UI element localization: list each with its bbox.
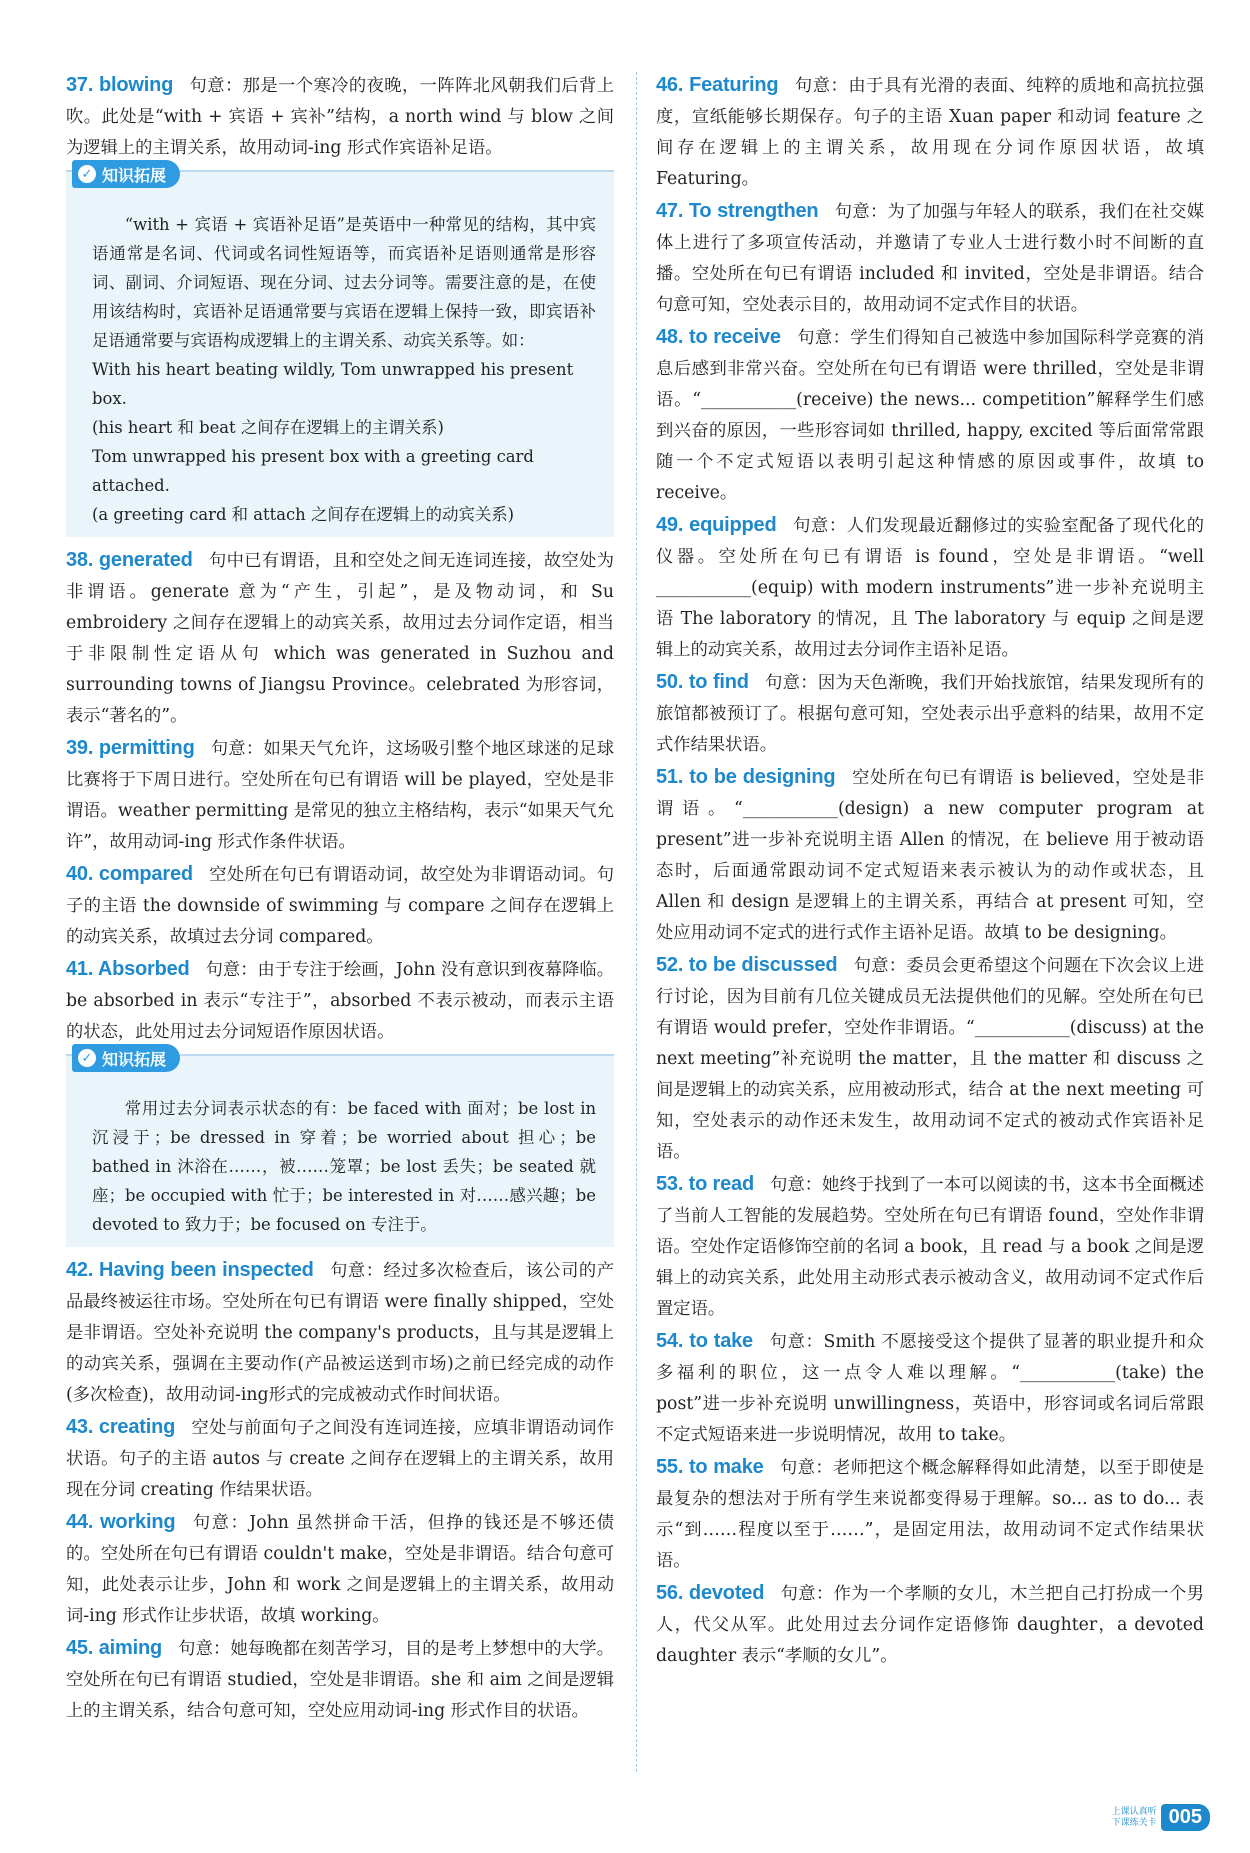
answer-56 [656,1578,1204,1672]
right-column [656,70,1204,1673]
explanation: 句意：委员会更希望这个问题在下次会议上进行讨论，因为目前有几位关键成员无法提供他们的见解。空处所在句已有谓语 would prefer，空处作非谓语。“___________(discuss) at the next meeting”补充说明 the matter，且 the matter 和 discuss 之间是逻辑上的动宾关系，应用被动形式，结合 at the next meeting 可知，空处表示的动作还未发生，故用动词不定式的被动式作宾语补足语。 [656,956,1204,1162]
explanation: 句意：学生们得知自己被选中参加国际科学竞赛的消息后感到非常兴奋。空处所在句已有谓语 were thrilled，空处是非谓语。“___________(receive) the news... competition”解释学生们感到兴奋的原因，一些形容词如 thrilled, happy, excited 等后面常常跟随一个不定式短语以表明引起这种情感的原因或事件，故填 to receive。 [656,328,1204,503]
knowledge-paragraph: 常用过去分词表示状态的有：be faced with 面对；be lost in 沉浸于；be dressed in 穿着；be worried about 担心；be bathed in 沐浴在……，被……笼罩；be lost 丢失；be seated 就座；be occupied with 忙于；be interested in 对……感兴趣；be devoted to 致力于；be focused on 专注于。 [92,1099,596,1234]
explanation: 句意：她终于找到了一本可以阅读的书，这本书全面概述了当前人工智能的发展趋势。空处所在句已有谓语 found，空处作非谓语。空处作定语修饰空前的名词 a book，且 read 与 a book 之间是逻辑上的动宾关系，此处用主动形式表示被动含义，故用动词不定式作后置定语。 [656,1175,1204,1319]
knowledge-tag [72,1044,180,1072]
explanation: 句意：由于专注于绘画，John 没有意识到夜幕降临。be absorbed in 表示“专注于”，absorbed 不表示被动，而表示主语的状态，此处用过去分词短语作原因状语。 [66,960,614,1042]
answer-label: 51. to be designing [656,766,836,788]
explanation: 句意：由于具有光滑的表面、纯粹的质地和高抗拉强度，宣纸能够长期保存。句子的主语 Xuan paper 和动词 feature 之间存在逻辑上的主谓关系，故用现在分词作原因状语，故填 Featuring。 [656,76,1204,189]
answer-label: 43. creating [66,1416,176,1438]
explanation: 句意：老师把这个概念解释得如此清楚，以至于即使是最复杂的想法对于所有学生来说都变得易于理解。so... as to do... 表示“到……程度以至于……”，是固定用法，故用动词不定式作结果状语。 [656,1458,1204,1571]
answer-37 [66,70,614,164]
check-icon: ✓ [78,165,96,183]
answer-label: 48. to receive [656,326,781,348]
answer-53 [656,1169,1204,1325]
explanation: 句意：那是一个寒冷的夜晚，一阵阵北风朝我们后背上吹。此处是“with + 宾语 + 宾补”结构，a north wind 与 blow 之间为逻辑上的主谓关系，故用动词-ing 形式作宾语补足语。 [66,76,614,158]
explanation: 句意：Smith 不愿接受这个提供了显著的职业提升和众多福利的职位，这一点令人难以理解。“___________(take) the post”进一步补充说明 unwillingness，英语中，形容词或名词后常跟不定式短语来进一步说明情况，故用 to take。 [656,1332,1204,1445]
answer-label: 55. to make [656,1456,764,1478]
explanation: 句意：作为一个孝顺的女儿，木兰把自己打扮成一个男人，代父从军。此处用过去分词作定语修饰 daughter，a devoted daughter 表示“孝顺的女儿”。 [656,1584,1204,1666]
answer-55 [656,1452,1204,1577]
answer-label: 42. Having been inspected [66,1259,314,1281]
page-number: 005 [1161,1804,1210,1831]
answer-43 [66,1412,614,1506]
answer-41 [66,954,614,1048]
explanation: 句意：John 虽然拼命干活，但挣的钱还是不够还债的。空处所在句已有谓语 couldn't make，空处是非谓语。结合句意可知，此处表示让步，John 和 work 之间是逻辑上的主谓关系，故用动词-ing 形式作让步状语，故填 working。 [66,1513,614,1626]
answer-42 [66,1255,614,1411]
example-note: (a greeting card 和 attach 之间存在逻辑上的动宾关系) [92,505,515,524]
answer-46 [656,70,1204,195]
explanation: 句中已有谓语，且和空处之间无连词连接，故空处为非谓语。generate 意为“产生，引起”，是及物动词，和 Su embroidery 之间存在逻辑上的动宾关系，故用过去分词作定语，相当于非限制性定语从句 which was generated in Suzhou and surrounding towns of Jiangsu Province。celebrated 为形容词，表示“著名的”。 [66,551,614,726]
answer-label: 50. to find [656,671,749,693]
answer-label: 49. equipped [656,514,777,536]
explanation: 空处所在句已有谓语动词，故空处为非谓语动词。句子的主语 the downside of swimming 与 compare 之间存在逻辑上的动宾关系，故填过去分词 compared。 [66,865,614,947]
example-sentence: With his heart beating wildly, Tom unwrapped his present box. [92,360,574,408]
explanation: 空处所在句已有谓语 is believed，空处是非谓语。“___________(design) a new computer program at present”进一步补充说明主语 Allen 的情况，在 believe 用于被动语态时，后面通常跟动词不定式短语来表示被认为的动作或状态，且 Allen 和 design 是逻辑上的主谓关系，再结合 at present 可知，空处应用动词不定式的进行式作主语补足语。故填 to be designing。 [656,768,1204,943]
answer-47 [656,196,1204,321]
answer-label: 52. to be discussed [656,954,838,976]
answer-49 [656,510,1204,666]
answer-label: 46. Featuring [656,74,779,96]
footer-slogan [1112,1807,1157,1829]
column-divider [636,72,637,1772]
answer-label: 53. to read [656,1173,754,1195]
knowledge-tag [72,160,180,188]
answer-label: 40. compared [66,863,193,885]
knowledge-tag-label: 知识拓展 [102,165,167,185]
explanation: 句意：因为天色渐晚，我们开始找旅馆，结果发现所有的旅馆都被预订了。根据句意可知，空处表示出乎意料的结果，故用不定式作结果状语。 [656,673,1204,755]
example-note: (his heart 和 beat 之间存在逻辑上的主谓关系) [92,418,444,437]
answer-label: 56. devoted [656,1582,765,1604]
answer-label: 44. working [66,1511,176,1533]
knowledge-paragraph: “with + 宾语 + 宾语补足语”是英语中一种常见的结构，其中宾语通常是名词、代词或名词性短语等，而宾语补足语则通常是形容词、副词、介词短语、现在分词、过去分词等。需要注意的是，在使用该结构时，宾语补足语通常要与宾语在逻辑上保持一致，即宾语补足语通常要与宾语构成逻辑上的主谓关系、动宾关系等。如： [92,215,596,350]
knowledge-box [66,165,614,537]
knowledge-box [66,1049,614,1247]
slogan-line: 上课认真听 [1111,1806,1157,1817]
answer-label: 39. permitting [66,737,195,759]
answer-label: 41. Absorbed [66,958,190,980]
explanation: 句意：为了加强与年轻人的联系，我们在社交媒体上进行了多项宣传活动，并邀请了专业人士进行数小时不间断的直播。空处所在句已有谓语 included 和 invited，空处是非谓语。结合句意可知，空处表示目的，故用动词不定式作目的状语。 [656,202,1204,315]
answer-label: 37. blowing [66,74,174,96]
explanation: 句意：经过多次检查后，该公司的产品最终被运往市场。空处所在句已有谓语 were finally shipped，空处是非谓语。空处补充说明 the company's products，且与其是逻辑上的动宾关系，强调在主要动作(产品被运送到市场)之前已经完成的动作(多次检查)，故用动词-ing形式的完成被动式作时间状语。 [66,1261,614,1405]
answer-38 [66,545,614,732]
explanation: 句意：她每晚都在刻苦学习，目的是考上梦想中的大学。空处所在句已有谓语 studied，空处是非谓语。she 和 aim 之间是逻辑上的主谓关系，结合句意可知，空处应用动词-ing 形式作目的状语。 [66,1639,614,1721]
knowledge-tag-label: 知识拓展 [102,1049,167,1069]
answer-label: 47. To strengthen [656,200,819,222]
left-column [66,70,614,1728]
answer-40 [66,859,614,953]
answer-44 [66,1507,614,1632]
explanation: 空处与前面句子之间没有连词连接，应填非谓语动词作状语。句子的主语 autos 与 create 之间存在逻辑上的主谓关系，故用现在分词 creating 作结果状语。 [66,1418,614,1500]
answer-39 [66,733,614,858]
answer-51 [656,762,1204,949]
answer-48 [656,322,1204,509]
slogan-line: 下课练关卡 [1111,1817,1157,1828]
explanation: 句意：如果天气允许，这场吸引整个地区球迷的足球比赛将于下周日进行。空处所在句已有谓语 will be played，空处是非谓语。weather permitting 是常见的独立主格结构，表示“如果天气允许”，故用动词-ing 形式作条件状语。 [66,739,614,852]
answer-label: 45. aiming [66,1637,162,1659]
answer-50 [656,667,1204,761]
answer-label: 38. generated [66,549,193,571]
answer-label: 54. to take [656,1330,753,1352]
example-sentence: Tom unwrapped his present box with a greeting card attached. [92,447,534,495]
explanation: 句意：人们发现最近翻修过的实验室配备了现代化的仪器。空处所在句已有谓语 is found，空处是非谓语。“well ___________(equip) with modern instruments”进一步补充说明主语 The laboratory 的情况，且 The laboratory 与 equip 之间是逻辑上的动宾关系，故用过去分词作主语补足语。 [656,516,1204,660]
answer-54 [656,1326,1204,1451]
check-icon: ✓ [78,1049,96,1067]
answer-45 [66,1633,614,1727]
page-number-badge [1112,1804,1210,1831]
answer-52 [656,950,1204,1168]
